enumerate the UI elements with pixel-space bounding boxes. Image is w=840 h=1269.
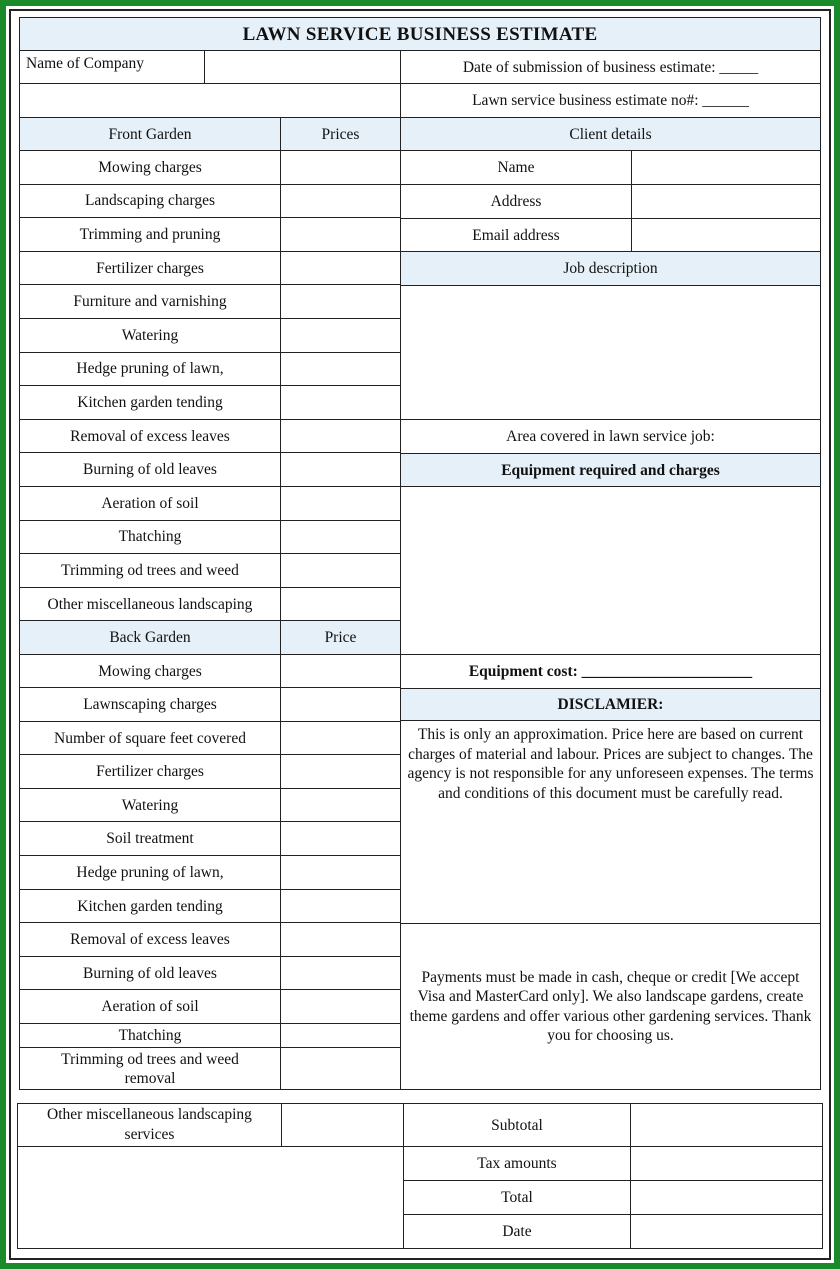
front-garden-price-field[interactable]: [280, 553, 401, 588]
front-garden-price-field[interactable]: [280, 217, 401, 252]
disclaimer-text: This is only an approximation. Price here are based on current charges of material and labour. Prices are subject to changes. The agency is not responsible for any unforeseen expenses. The terms and conditions of this document must be carefully read.: [400, 720, 821, 924]
payment-terms-text: Payments must be made in cash, cheque or credit [We accept Visa and MasterCard only]. We also landscape gardens, create theme gardens and offer various other gardening services. Thank you for choosing us.: [400, 923, 821, 1090]
total-label-3: Date: [403, 1214, 631, 1249]
total-value-field[interactable]: [630, 1214, 823, 1249]
front-garden-price-field[interactable]: [280, 486, 401, 521]
client-details-heading: Client details: [400, 117, 821, 151]
back-garden-item: Number of square feet covered: [19, 721, 281, 755]
front-garden-item: Landscaping charges: [19, 184, 281, 219]
front-garden-price-field[interactable]: [280, 184, 401, 219]
disclaimer-heading: DISCLAMIER:: [400, 688, 821, 721]
client-field-input[interactable]: [631, 218, 821, 253]
front-garden-item: Removal of excess leaves: [19, 419, 281, 454]
back-garden-item: Burning of old leaves: [19, 956, 281, 990]
back-garden-item: Aeration of soil: [19, 989, 281, 1024]
front-garden-item: Burning of old leaves: [19, 452, 281, 487]
front-garden-item: Trimming od trees and weed: [19, 553, 281, 588]
footer-notes-area[interactable]: [17, 1146, 404, 1249]
front-garden-price-field[interactable]: [280, 587, 401, 622]
total-value-field[interactable]: [630, 1180, 823, 1215]
front-garden-price-field[interactable]: [280, 385, 401, 420]
front-garden-price-field[interactable]: [280, 284, 401, 319]
client-field-input[interactable]: [631, 184, 821, 219]
job-description-heading: Job description: [400, 251, 821, 286]
back-garden-item: Lawnscaping charges: [19, 687, 281, 722]
front-garden-price-field[interactable]: [280, 318, 401, 353]
area-covered-label[interactable]: Area covered in lawn service job:: [400, 419, 821, 454]
total-label-0: Subtotal: [403, 1103, 631, 1147]
back-garden-price-field[interactable]: [280, 855, 401, 890]
front-garden-item: Watering: [19, 318, 281, 353]
company-extra-field[interactable]: [19, 83, 401, 118]
front-garden-price-field[interactable]: [280, 520, 401, 555]
back-garden-price-field[interactable]: [280, 989, 401, 1024]
back-garden-price-field[interactable]: [280, 788, 401, 822]
front-garden-heading: Front Garden: [19, 117, 281, 151]
front-garden-price-field[interactable]: [280, 251, 401, 286]
equipment-heading: Equipment required and charges: [400, 453, 821, 487]
company-name-label: Name of Company: [19, 50, 205, 84]
back-garden-item: Hedge pruning of lawn,: [19, 855, 281, 890]
client-field-label: Email address: [400, 218, 632, 253]
back-garden-item: Thatching: [19, 1023, 281, 1048]
client-field-input[interactable]: [631, 150, 821, 185]
equipment-field[interactable]: [400, 486, 821, 655]
back-garden-item: Fertilizer charges: [19, 754, 281, 789]
job-description-field[interactable]: [400, 285, 821, 420]
back-garden-price-field[interactable]: [280, 956, 401, 990]
back-garden-price-heading: Price: [280, 620, 401, 655]
back-garden-price-field[interactable]: [280, 1023, 401, 1048]
front-garden-item: Hedge pruning of lawn,: [19, 352, 281, 387]
client-field-label: Name: [400, 150, 632, 185]
front-garden-item: Fertilizer charges: [19, 251, 281, 286]
front-garden-price-field[interactable]: [280, 452, 401, 487]
back-garden-price-field[interactable]: [280, 654, 401, 688]
misc-services-price-field[interactable]: [281, 1103, 404, 1147]
back-garden-item: Watering: [19, 788, 281, 822]
back-garden-item: Trimming od trees and weed removal: [19, 1047, 281, 1090]
form-title: LAWN SERVICE BUSINESS ESTIMATE: [19, 17, 821, 51]
back-garden-heading: Back Garden: [19, 620, 281, 655]
front-garden-item: Kitchen garden tending: [19, 385, 281, 420]
back-garden-price-field[interactable]: [280, 721, 401, 755]
back-garden-item: Soil treatment: [19, 821, 281, 856]
total-value-field[interactable]: [630, 1146, 823, 1181]
front-garden-item: Mowing charges: [19, 150, 281, 185]
front-garden-price-field[interactable]: [280, 150, 401, 185]
front-garden-price-field[interactable]: [280, 419, 401, 454]
company-name-field[interactable]: [204, 50, 401, 84]
back-garden-item: Mowing charges: [19, 654, 281, 688]
equipment-cost-label[interactable]: Equipment cost: ______________________: [400, 654, 821, 689]
front-garden-price-field[interactable]: [280, 352, 401, 387]
misc-services-label: Other miscellaneous landscaping services: [17, 1103, 282, 1147]
back-garden-price-field[interactable]: [280, 889, 401, 923]
back-garden-price-field[interactable]: [280, 821, 401, 856]
estimate-number-label[interactable]: Lawn service business estimate no#: ______: [400, 83, 821, 118]
back-garden-price-field[interactable]: [280, 687, 401, 722]
front-garden-item: Aeration of soil: [19, 486, 281, 521]
front-garden-item: Furniture and varnishing: [19, 284, 281, 319]
back-garden-item: Removal of excess leaves: [19, 922, 281, 957]
total-value-field[interactable]: [630, 1103, 823, 1147]
back-garden-item: Kitchen garden tending: [19, 889, 281, 923]
back-garden-price-field[interactable]: [280, 1047, 401, 1090]
front-garden-item: Thatching: [19, 520, 281, 555]
back-garden-price-field[interactable]: [280, 922, 401, 957]
front-garden-item: Other miscellaneous landscaping: [19, 587, 281, 622]
front-garden-item: Trimming and pruning: [19, 217, 281, 252]
submission-date-label[interactable]: Date of submission of business estimate: _____: [400, 50, 821, 84]
total-label-1: Tax amounts: [403, 1146, 631, 1181]
total-label-2: Total: [403, 1180, 631, 1215]
back-garden-price-field[interactable]: [280, 754, 401, 789]
client-field-label: Address: [400, 184, 632, 219]
front-garden-prices-heading: Prices: [280, 117, 401, 151]
